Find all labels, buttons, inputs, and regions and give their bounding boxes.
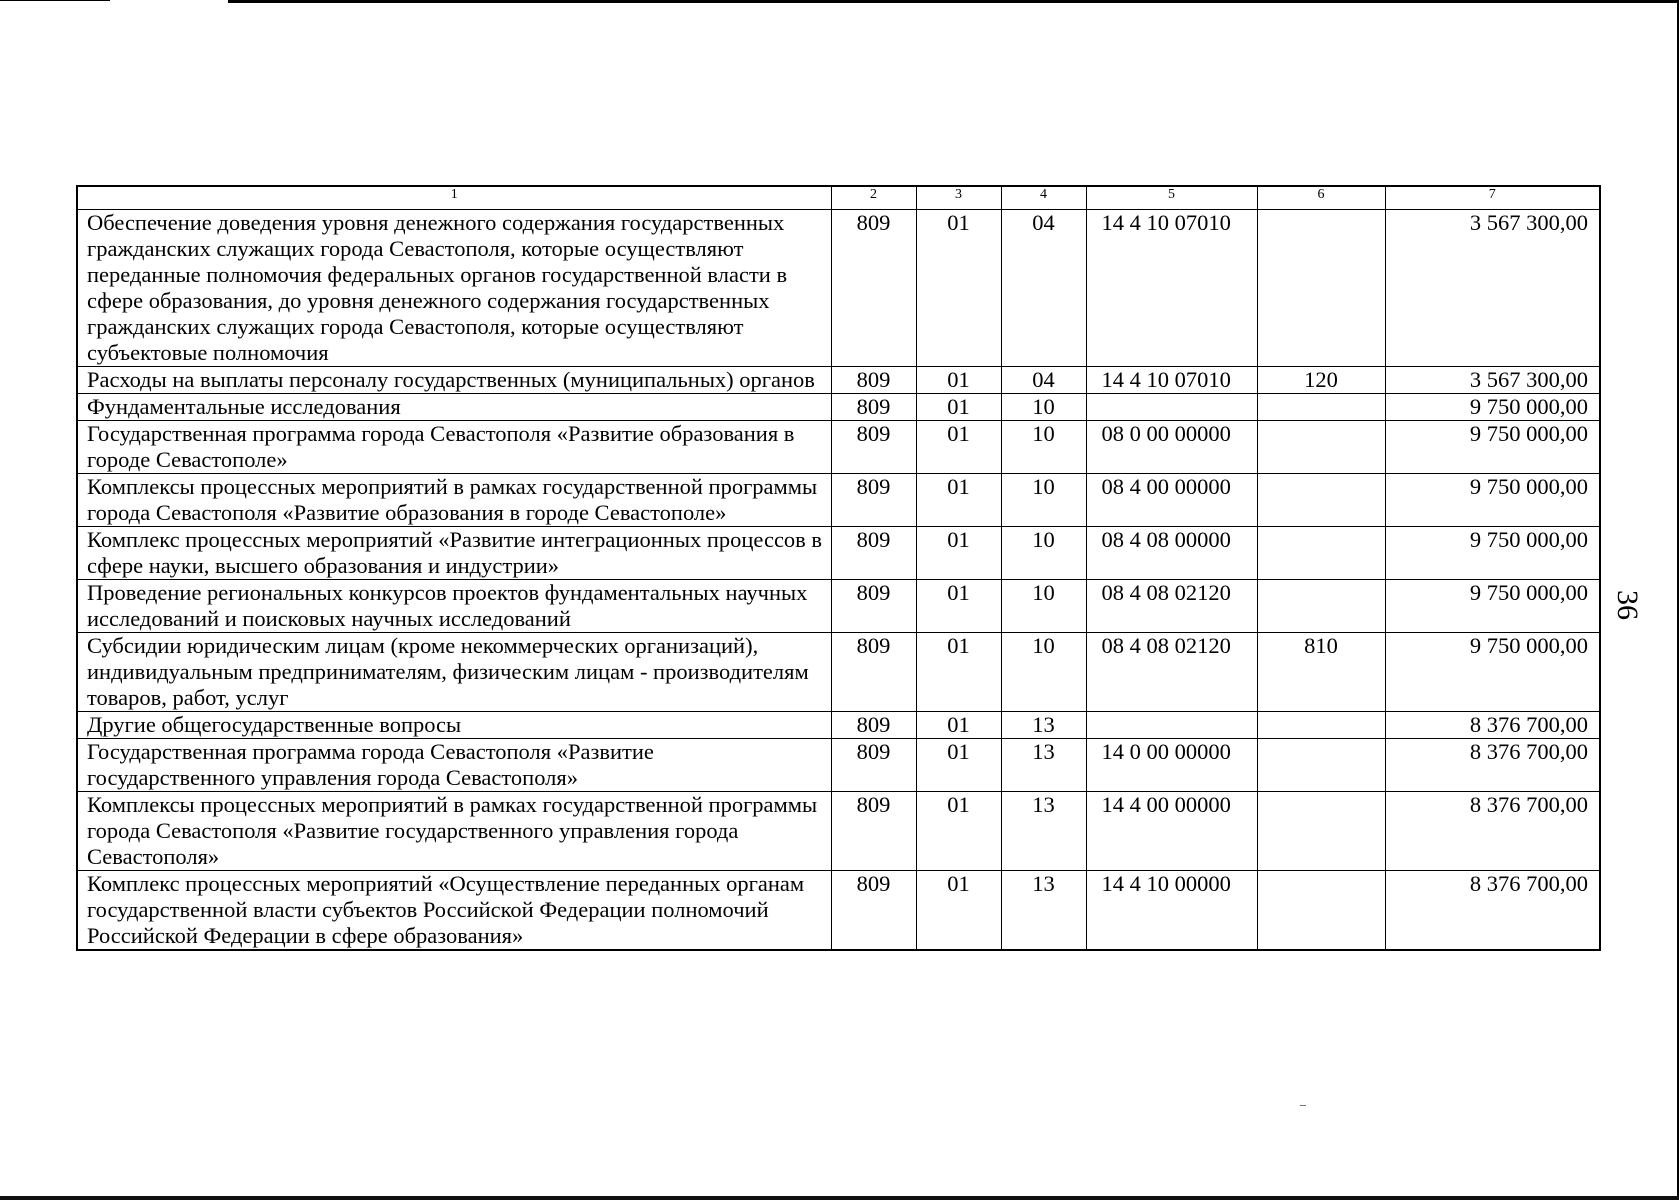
row-grbs-cell: 809 [831, 527, 916, 580]
row-section-cell: 01 [916, 739, 1001, 792]
row-name-cell: Комплексы процессных мероприятий в рамках государственной программы города Севастополя «Развитие государственного управления города Севастополя» [77, 792, 831, 871]
row-target-article-cell: 14 0 00 00000 [1086, 739, 1257, 792]
row-name-cell: Расходы на выплаты персоналу государственных (муниципальных) органов [77, 367, 831, 394]
scan-border-top [228, 0, 1679, 3]
row-target-article-cell [1086, 712, 1257, 739]
row-expense-type-cell [1257, 527, 1385, 580]
scan-border-bottom [0, 1196, 1679, 1200]
row-expense-type-cell [1257, 580, 1385, 633]
row-expense-type-cell [1257, 712, 1385, 739]
row-section-cell: 01 [916, 871, 1001, 951]
row-grbs-cell: 809 [831, 739, 916, 792]
row-target-article-cell: 14 4 10 07010 [1086, 367, 1257, 394]
scan-speck [1300, 1105, 1306, 1106]
table-row [77, 421, 1600, 474]
row-section-cell: 01 [916, 367, 1001, 394]
row-subsection-cell: 10 [1001, 394, 1086, 421]
row-amount-cell: 9 750 000,00 [1385, 580, 1600, 633]
row-name-cell: Фундаментальные исследования [77, 394, 831, 421]
table-row [77, 792, 1600, 871]
row-expense-type-cell [1257, 474, 1385, 527]
header-col-3: 3 [916, 186, 1001, 210]
row-name-cell: Государственная программа города Севастополя «Развитие государственного управления города Севастополя» [77, 739, 831, 792]
row-name-cell: Комплекс процессных мероприятий «Осуществление переданных органам государственной власти субъектов Российской Федерации полномочий Российской Федерации в сфере образования» [77, 871, 831, 951]
row-expense-type-cell [1257, 421, 1385, 474]
row-name-cell: Государственная программа города Севастополя «Развитие образования в городе Севастополе» [77, 421, 831, 474]
row-expense-type-cell [1257, 739, 1385, 792]
row-grbs-cell: 809 [831, 394, 916, 421]
row-grbs-cell: 809 [831, 210, 916, 367]
row-subsection-cell: 10 [1001, 474, 1086, 527]
row-grbs-cell: 809 [831, 712, 916, 739]
row-name-cell: Комплекс процессных мероприятий «Развитие интеграционных процессов в сфере науки, высшего образования и индустрии» [77, 527, 831, 580]
row-subsection-cell: 10 [1001, 633, 1086, 712]
row-grbs-cell: 809 [831, 871, 916, 951]
table-header-row [77, 186, 1600, 210]
table-body [77, 186, 1600, 950]
row-grbs-cell: 809 [831, 474, 916, 527]
row-section-cell: 01 [916, 210, 1001, 367]
table-row [77, 210, 1600, 367]
table-row [77, 712, 1600, 739]
row-amount-cell: 8 376 700,00 [1385, 871, 1600, 951]
row-target-article-cell: 08 4 08 02120 [1086, 580, 1257, 633]
row-subsection-cell: 13 [1001, 712, 1086, 739]
row-amount-cell: 9 750 000,00 [1385, 474, 1600, 527]
header-col-6: 6 [1257, 186, 1385, 210]
row-amount-cell: 3 567 300,00 [1385, 367, 1600, 394]
row-section-cell: 01 [916, 394, 1001, 421]
row-expense-type-cell [1257, 394, 1385, 421]
row-target-article-cell: 14 4 00 00000 [1086, 792, 1257, 871]
row-subsection-cell: 13 [1001, 792, 1086, 871]
row-target-article-cell: 14 4 10 00000 [1086, 871, 1257, 951]
row-subsection-cell: 13 [1001, 739, 1086, 792]
row-grbs-cell: 809 [831, 367, 916, 394]
row-subsection-cell: 10 [1001, 580, 1086, 633]
row-name-cell: Комплексы процессных мероприятий в рамках государственной программы города Севастополя «Развитие образования в городе Севастополе» [77, 474, 831, 527]
table-row [77, 633, 1600, 712]
row-amount-cell: 8 376 700,00 [1385, 739, 1600, 792]
table-row [77, 871, 1600, 951]
row-subsection-cell: 04 [1001, 210, 1086, 367]
row-amount-cell: 8 376 700,00 [1385, 792, 1600, 871]
row-target-article-cell: 08 4 08 02120 [1086, 633, 1257, 712]
header-col-1: 1 [77, 186, 831, 210]
row-target-article-cell: 14 4 10 07010 [1086, 210, 1257, 367]
row-name-cell: Субсидии юридическим лицам (кроме некоммерческих организаций), индивидуальным предпринимателям, физическим лицам - производителям товаров, работ, услуг [77, 633, 831, 712]
row-amount-cell: 9 750 000,00 [1385, 394, 1600, 421]
row-grbs-cell: 809 [831, 580, 916, 633]
header-col-2: 2 [831, 186, 916, 210]
budget-table [76, 185, 1601, 951]
row-amount-cell: 9 750 000,00 [1385, 527, 1600, 580]
row-amount-cell: 9 750 000,00 [1385, 421, 1600, 474]
row-subsection-cell: 10 [1001, 527, 1086, 580]
row-section-cell: 01 [916, 792, 1001, 871]
row-expense-type-cell [1257, 871, 1385, 951]
row-target-article-cell: 08 4 08 00000 [1086, 527, 1257, 580]
row-amount-cell: 9 750 000,00 [1385, 633, 1600, 712]
row-expense-type-cell: 810 [1257, 633, 1385, 712]
scan-border-top-left [0, 0, 110, 1]
row-section-cell: 01 [916, 580, 1001, 633]
header-col-5: 5 [1086, 186, 1257, 210]
header-col-7: 7 [1385, 186, 1600, 210]
row-name-cell: Проведение региональных конкурсов проектов фундаментальных научных исследований и поисковых научных исследований [77, 580, 831, 633]
row-expense-type-cell: 120 [1257, 367, 1385, 394]
row-target-article-cell: 08 0 00 00000 [1086, 421, 1257, 474]
table-row [77, 739, 1600, 792]
row-grbs-cell: 809 [831, 792, 916, 871]
table-row [77, 527, 1600, 580]
table-row [77, 394, 1600, 421]
row-section-cell: 01 [916, 712, 1001, 739]
header-col-4: 4 [1001, 186, 1086, 210]
table-row [77, 474, 1600, 527]
row-grbs-cell: 809 [831, 633, 916, 712]
row-name-cell: Обеспечение доведения уровня денежного содержания государственных гражданских служащих города Севастополя, которые осуществляют переданные полномочия федеральных органов государственной власти в сфере образования, до уровня денежного содержания государственных гражданских служащих города Севастополя, которые осуществляют субъектовые полномочия [77, 210, 831, 367]
row-amount-cell: 8 376 700,00 [1385, 712, 1600, 739]
row-target-article-cell [1086, 394, 1257, 421]
row-grbs-cell: 809 [831, 421, 916, 474]
table-row [77, 580, 1600, 633]
row-target-article-cell: 08 4 00 00000 [1086, 474, 1257, 527]
row-section-cell: 01 [916, 527, 1001, 580]
row-section-cell: 01 [916, 633, 1001, 712]
row-section-cell: 01 [916, 474, 1001, 527]
row-subsection-cell: 04 [1001, 367, 1086, 394]
row-section-cell: 01 [916, 421, 1001, 474]
row-expense-type-cell [1257, 792, 1385, 871]
table-row [77, 367, 1600, 394]
page-number: 36 [1611, 590, 1644, 620]
row-subsection-cell: 10 [1001, 421, 1086, 474]
row-subsection-cell: 13 [1001, 871, 1086, 951]
row-amount-cell: 3 567 300,00 [1385, 210, 1600, 367]
row-name-cell: Другие общегосударственные вопросы [77, 712, 831, 739]
row-expense-type-cell [1257, 210, 1385, 367]
